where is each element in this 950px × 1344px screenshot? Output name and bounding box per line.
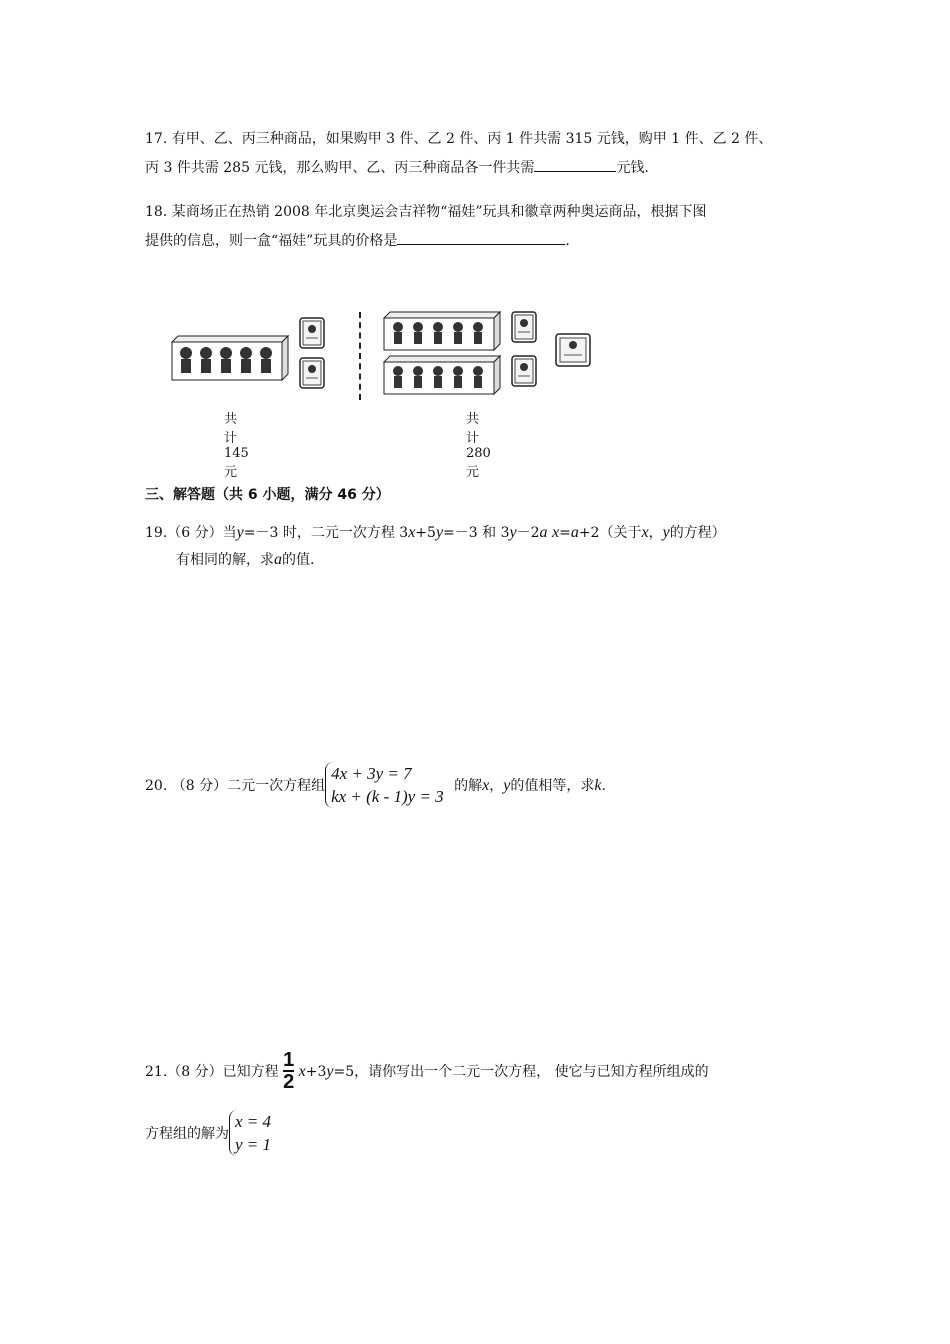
q21-var-y: y	[326, 1063, 334, 1080]
q19-var-y: y	[435, 524, 444, 541]
q19-text: 19.（6 分）当	[145, 525, 237, 541]
q19-text: =－3 时，二元一次方程 3	[243, 525, 409, 541]
q19-var-y: y	[509, 524, 517, 541]
q19-text: ，	[648, 525, 663, 541]
q20-tail	[454, 778, 606, 794]
q20-var-x: x	[482, 777, 490, 794]
q20-text: 的值相等，求	[510, 778, 595, 794]
q21-text: 方程组的解为	[145, 1126, 229, 1142]
q21-sol2: y = 1	[235, 1135, 272, 1154]
q19-var-a: a	[570, 524, 579, 541]
q17-line1: 17. 有甲、乙、丙三种商品，如果购甲 3 件、乙 2 件、丙 1 件共需 315 元钱，购甲 1 件、乙 2 件、	[145, 131, 773, 147]
section-title: 三、解答题（共 6 小题，满分 46 分）	[145, 487, 390, 503]
q18-line1: 18. 某商场正在热销 2008 年北京奥运会吉祥物“福娃”玩具和徽章两种奥运商品，根据下图	[145, 204, 707, 220]
q17-line2	[145, 157, 649, 177]
q19-var-a: a	[539, 524, 548, 541]
q20-text: 20. （8 分）二元一次方程组	[145, 778, 326, 794]
q18-line2-end: .	[565, 233, 570, 249]
q20-text: 的解	[454, 778, 483, 794]
q21-line1	[145, 1050, 709, 1092]
q19-line2	[176, 549, 314, 569]
q17-line2-end: 元钱.	[616, 160, 649, 176]
q19-var-x: x	[551, 524, 560, 541]
q19-text: =	[559, 525, 571, 541]
q19-text: =－3 和 3	[443, 525, 510, 541]
mascot-box-icon	[384, 356, 500, 394]
q20-var-k: k	[594, 777, 602, 794]
q19-line1	[145, 522, 726, 542]
q19-text: +5	[415, 525, 436, 541]
q19-var-y: y	[236, 524, 244, 541]
q19-text: 有相同的解，求	[176, 552, 274, 568]
q21-text: +3	[305, 1064, 327, 1080]
figure-divider	[359, 312, 361, 400]
badge-icon	[512, 356, 536, 386]
q21-text: =5，请你写出一个二元一次方程， 使它与已知方程所组成的	[333, 1064, 709, 1080]
q21-solution-system	[229, 1110, 271, 1156]
badge-icon	[556, 334, 590, 366]
q21-line2	[145, 1110, 271, 1156]
q19-var-a: a	[274, 551, 282, 568]
q21-tail	[299, 1064, 709, 1080]
q19-text: +2（关于	[578, 525, 642, 541]
mascot-box-icon	[172, 336, 288, 380]
q20-line	[145, 762, 606, 808]
q21-text: 21.（8 分）已知方程	[145, 1064, 279, 1080]
badge-icon	[300, 358, 324, 388]
q19-var-x: x	[408, 524, 416, 541]
q21-var-x: x	[298, 1063, 306, 1080]
badge-icon	[512, 312, 536, 342]
q18-line2-text: 提供的信息，则一盒“福娃”玩具的价格是	[145, 233, 398, 249]
q19-text: 的方程）	[669, 525, 726, 541]
q20-eq2: kx + (k - 1)y = 3	[331, 787, 444, 806]
q21-fraction	[283, 1050, 294, 1092]
q20-eq1: 4x + 3y = 7	[331, 764, 412, 783]
right-group-illustration	[382, 306, 597, 398]
q17-answer-blank[interactable]	[534, 157, 616, 172]
q20-text: .	[601, 778, 606, 794]
q18-line2	[145, 230, 570, 250]
q21-frac-den: 2	[283, 1071, 295, 1093]
mascot-box-icon	[384, 312, 500, 350]
left-caption: 共计 145 元	[224, 412, 249, 480]
q19-text: －2	[516, 525, 540, 541]
badge-icon	[300, 318, 324, 348]
q21-frac-num: 1	[283, 1049, 295, 1071]
right-caption: 共计 280 元	[466, 412, 491, 480]
q21-sol1: x = 4	[235, 1112, 272, 1131]
q17-line2-text: 丙 3 件共需 285 元钱，那么购甲、乙、丙三种商品各一件共需	[145, 160, 535, 176]
q18-answer-blank[interactable]	[397, 230, 565, 245]
q20-equation-system	[325, 762, 444, 808]
q19-var-y: y	[662, 524, 670, 541]
left-group-illustration	[170, 312, 340, 394]
q19-text: 的值.	[282, 552, 315, 568]
q20-var-y: y	[503, 777, 511, 794]
q19-var-x: x	[641, 524, 649, 541]
q20-text: ，	[489, 778, 504, 794]
